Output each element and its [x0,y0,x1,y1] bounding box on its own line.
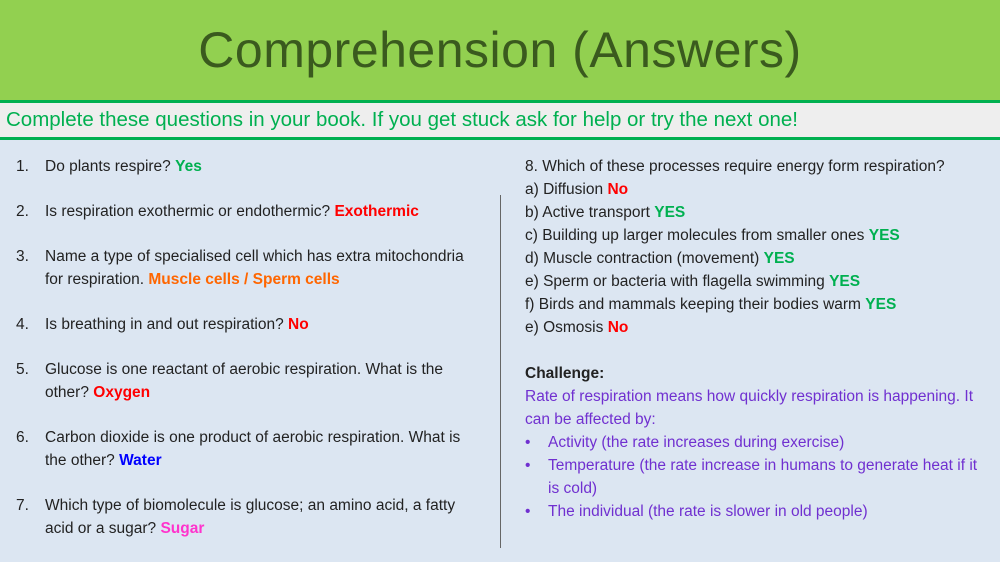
answer: Oxygen [93,384,151,401]
q8-part [525,224,985,247]
questions-column [16,155,486,562]
question-number: 1. [16,158,29,175]
question-3 [16,245,486,291]
answer: No [607,319,629,336]
question-7 [16,494,486,540]
question-5 [16,358,486,404]
question-text: Carbon dioxide is one product of aerobic respiration. What is the other? [45,429,461,469]
question-text: Is respiration exothermic or endothermic? [45,203,331,220]
question-1 [16,155,486,178]
answer: YES [763,250,795,267]
answer: Muscle cells / Sperm cells [148,271,340,288]
instruction-text: Complete these questions in your book. If you get stuck ask for help or try the next one! [6,108,798,131]
answer: Exothermic [334,203,419,220]
answer: No [607,181,629,198]
column-divider [500,195,501,548]
answer: YES [868,227,900,244]
q8-part [525,316,985,339]
question-number: 4. [16,316,29,333]
challenge-bullet [525,431,985,454]
question-number: 6. [16,429,29,446]
answer: No [288,316,309,333]
bullet-icon: • [525,503,531,520]
answer: YES [865,296,897,313]
question-text: Which type of biomolecule is glucose; an amino acid, a fatty acid or a sugar? [45,497,456,537]
bullet-text: Activity (the rate increases during exercise) [548,434,845,451]
answer: Yes [175,158,202,175]
part-text: c) Building up larger molecules from smaller ones [525,227,865,244]
bullet-icon: • [525,434,531,451]
question-number: 2. [16,203,29,220]
question-6 [16,426,486,472]
question-2 [16,200,486,223]
part-text: f) Birds and mammals keeping their bodies warm [525,296,861,313]
challenge-bullet [525,500,985,523]
question-text: Is breathing in and out respiration? [45,316,284,333]
q8-part [525,201,985,224]
question-8: 8. Which of these processes require energy form respiration? [525,158,945,175]
answer: Sugar [160,520,205,537]
right-column [525,155,985,523]
answer: YES [829,273,861,290]
challenge-intro: Rate of respiration means how quickly respiration is happening. It can be affected by: [525,388,974,428]
question-text: Glucose is one reactant of aerobic respiration. What is the other? [45,361,444,401]
part-text: a) Diffusion [525,181,604,198]
answer: Water [119,452,162,469]
page-title: Comprehension (Answers) [198,22,802,78]
answer: YES [654,204,686,221]
question-number: 7. [16,497,29,514]
part-text: b) Active transport [525,204,650,221]
part-text: e) Osmosis [525,319,604,336]
part-text: d) Muscle contraction (movement) [525,250,760,267]
bullet-text: The individual (the rate is slower in old people) [548,503,868,520]
q8-part [525,247,985,270]
question-text: Do plants respire? [45,158,171,175]
challenge-heading: Challenge: [525,365,605,382]
part-text: e) Sperm or bacteria with flagella swimming [525,273,825,290]
title-banner [0,0,1000,100]
bullet-text: Temperature (the rate increase in humans to generate heat if it is cold) [548,457,978,497]
challenge-bullet [525,454,985,500]
bullet-icon: • [525,457,531,474]
question-4 [16,313,486,336]
q8-part [525,178,985,201]
q8-part [525,270,985,293]
question-number: 3. [16,248,29,265]
question-text: Name a type of specialised cell which has extra mitochondria for respiration. [45,248,464,288]
q8-part [525,293,985,316]
instruction-band [0,100,1000,140]
question-number: 5. [16,361,29,378]
